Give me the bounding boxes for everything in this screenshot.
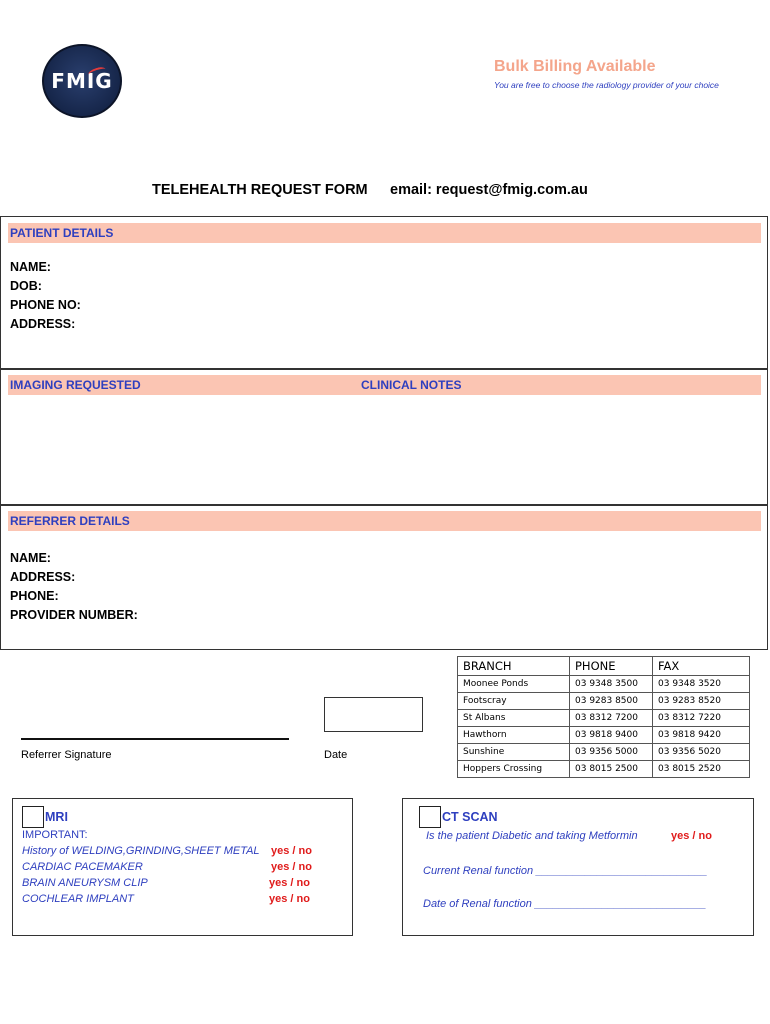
form-email: email: request@fmig.com.au xyxy=(390,182,588,198)
branch-cell: St Albans xyxy=(458,710,570,727)
branches-table xyxy=(457,656,750,778)
mri-welding-label: History of WELDING,GRINDING,SHEET METAL xyxy=(22,845,260,857)
patient-details-label: PATIENT DETAILS xyxy=(10,226,114,240)
branch-header: BRANCH xyxy=(458,657,570,676)
fax-cell: 03 8312 7220 xyxy=(653,710,750,727)
referrer-details-band xyxy=(8,511,761,531)
table-row xyxy=(458,727,750,744)
referrer-details-section xyxy=(0,504,768,650)
ct-renal-date[interactable]: Date of Renal function ____________________________ xyxy=(423,898,707,910)
phone-header: PHONE xyxy=(570,657,653,676)
table-row xyxy=(458,744,750,761)
referrer-provider-label[interactable]: PROVIDER NUMBER: xyxy=(10,608,138,622)
phone-cell: 03 8015 2500 xyxy=(570,761,653,778)
bulk-billing-title: Bulk Billing Available xyxy=(494,58,656,75)
fax-cell: 03 9348 3520 xyxy=(653,676,750,693)
mri-aneurysm-answer[interactable]: yes / no xyxy=(269,877,310,889)
logo-text: FMIG xyxy=(51,69,113,93)
form-title: TELEHEALTH REQUEST FORM xyxy=(152,182,368,198)
branch-cell: Hawthorn xyxy=(458,727,570,744)
referrer-signature-label: Referrer Signature xyxy=(21,749,112,761)
bulk-billing-subtitle: You are free to choose the radiology provider of your choice xyxy=(494,80,719,90)
referrer-signature-line[interactable] xyxy=(21,738,289,740)
imaging-band xyxy=(8,375,761,395)
ct-checkbox[interactable] xyxy=(419,806,441,828)
imaging-requested-label: IMAGING REQUESTED xyxy=(10,378,141,392)
date-label: Date xyxy=(324,749,348,761)
table-row xyxy=(458,761,750,778)
ct-metformin-question: Is the patient Diabetic and taking Metformin xyxy=(426,830,638,842)
phone-cell: 03 8312 7200 xyxy=(570,710,653,727)
ct-current-renal[interactable]: Current Renal function ____________________________ xyxy=(423,865,708,877)
mri-aneurysm-label: BRAIN ANEURYSM CLIP xyxy=(22,877,148,889)
referrer-address-label[interactable]: ADDRESS: xyxy=(10,570,76,584)
branch-cell: Moonee Ponds xyxy=(458,676,570,693)
branch-cell: Sunshine xyxy=(458,744,570,761)
mri-important-label: IMPORTANT: xyxy=(22,829,88,841)
table-row xyxy=(458,693,750,710)
patient-details-band xyxy=(8,223,761,243)
phone-cell: 03 9818 9400 xyxy=(570,727,653,744)
ct-metformin-answer[interactable]: yes / no xyxy=(671,830,712,842)
phone-cell: 03 9356 5000 xyxy=(570,744,653,761)
fax-cell: 03 9818 9420 xyxy=(653,727,750,744)
branch-cell: Footscray xyxy=(458,693,570,710)
ct-title: CT SCAN xyxy=(442,810,498,824)
ct-panel xyxy=(402,798,754,936)
imaging-section xyxy=(0,368,768,506)
referrer-details-label: REFERRER DETAILS xyxy=(10,514,130,528)
clinical-notes-label: CLINICAL NOTES xyxy=(361,378,462,392)
branch-cell: Hoppers Crossing xyxy=(458,761,570,778)
mri-cochlear-answer[interactable]: yes / no xyxy=(269,893,310,905)
branches-header-row xyxy=(458,657,750,676)
phone-cell: 03 9348 3500 xyxy=(570,676,653,693)
table-row xyxy=(458,710,750,727)
mri-cochlear-label: COCHLEAR IMPLANT xyxy=(22,893,134,905)
fmig-logo xyxy=(42,44,122,118)
phone-cell: 03 9283 8500 xyxy=(570,693,653,710)
patient-details-section xyxy=(0,216,768,370)
mri-welding-answer[interactable]: yes / no xyxy=(271,845,312,857)
patient-address-label[interactable]: ADDRESS: xyxy=(10,317,76,331)
referrer-name-label[interactable]: NAME: xyxy=(10,551,51,565)
mri-panel xyxy=(12,798,353,936)
patient-phone-label[interactable]: PHONE NO: xyxy=(10,298,81,312)
mri-pacemaker-answer[interactable]: yes / no xyxy=(271,861,312,873)
mri-checkbox[interactable] xyxy=(22,806,44,828)
patient-name-label[interactable]: NAME: xyxy=(10,260,51,274)
patient-dob-label[interactable]: DOB: xyxy=(10,279,42,293)
referrer-phone-label[interactable]: PHONE: xyxy=(10,589,59,603)
fax-cell: 03 8015 2520 xyxy=(653,761,750,778)
fax-cell: 03 9283 8520 xyxy=(653,693,750,710)
fax-cell: 03 9356 5020 xyxy=(653,744,750,761)
date-input-box[interactable] xyxy=(324,697,423,732)
fax-header: FAX xyxy=(653,657,750,676)
mri-pacemaker-label: CARDIAC PACEMAKER xyxy=(22,861,143,873)
mri-title: MRI xyxy=(45,810,68,824)
table-row xyxy=(458,676,750,693)
